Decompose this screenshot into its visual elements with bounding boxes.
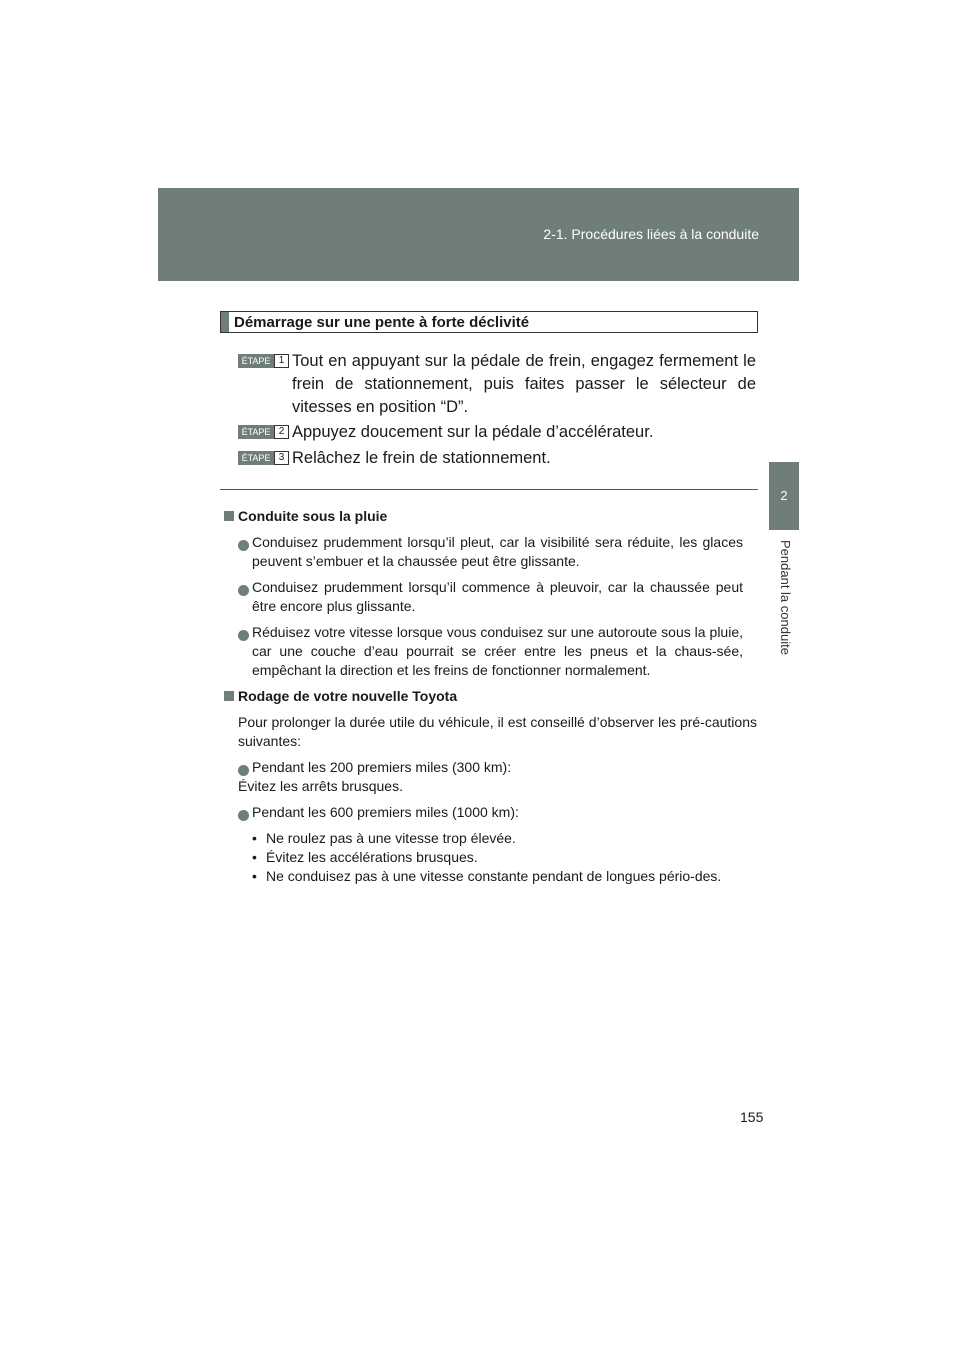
list-item: [238, 758, 743, 796]
list-item: [238, 803, 743, 822]
note-heading-rain: [224, 507, 387, 526]
note-heading-text: Rodage de votre nouvelle Toyota: [238, 688, 458, 704]
page-number: 155: [740, 1109, 764, 1125]
note-intro: Pour prolonger la durée utile du véhicule, il est conseillé d’observer les pré-cautions suivantes:: [238, 714, 757, 749]
sub-bullet-mark: •: [252, 830, 257, 846]
step-badge-number: 1: [274, 354, 289, 368]
step-badge-label: ÉTAPE: [238, 425, 274, 439]
square-bullet-icon: [224, 511, 234, 521]
list-item: [238, 578, 743, 616]
round-bullet-icon: [238, 765, 249, 776]
bullet-text: Pendant les 600 premiers miles (1000 km):: [252, 804, 519, 820]
round-bullet-icon: [238, 585, 249, 596]
list-item: [238, 533, 743, 571]
chapter-label: Pendant la conduite: [778, 540, 793, 655]
bullet-text: Pendant les 200 premiers miles (300 km):: [252, 759, 512, 775]
step-badge: [238, 451, 290, 465]
chapter-section-title: 2-1. Procédures liées à la conduite: [543, 226, 759, 242]
section-heading: [220, 311, 758, 333]
bullet-text: Conduisez prudemment lorsqu’il pleut, car la visibilité sera réduite, les glaces peuvent s’embuer et la chaussée peut être glissante.: [252, 534, 743, 569]
section-divider: [220, 489, 758, 490]
sub-bullet-mark: •: [252, 868, 257, 884]
list-item: [252, 848, 743, 867]
sub-bullet-text: Ne roulez pas à une vitesse trop élevée.: [266, 830, 516, 846]
square-bullet-icon: [224, 691, 234, 701]
sub-bullet-mark: •: [252, 849, 257, 865]
section-heading-text: Démarrage sur une pente à forte déclivité: [234, 314, 530, 331]
step-badge: [238, 354, 290, 368]
step-text: Appuyez doucement sur la pédale d’accélérateur.: [292, 423, 654, 441]
step-text: Tout en appuyant sur la pédale de frein, engagez fermement le frein de stationnement, puis faites passer le sélecteur de vitesses en position “D”.: [292, 352, 756, 416]
bullet-text-continued: Évitez les arrêts brusques.: [238, 778, 403, 794]
step-text: Relâchez le frein de stationnement.: [292, 449, 551, 467]
sub-bullet-text: Ne conduisez pas à une vitesse constante pendant de longues pério-des.: [266, 868, 722, 884]
round-bullet-icon: [238, 540, 249, 551]
note-heading-text: Conduite sous la pluie: [238, 508, 388, 524]
list-item: [252, 867, 743, 886]
list-item: [238, 623, 743, 680]
step-badge-label: ÉTAPE: [238, 451, 274, 465]
round-bullet-icon: [238, 630, 249, 641]
round-bullet-icon: [238, 810, 249, 821]
header-band: [158, 188, 799, 281]
chapter-tab: [769, 462, 799, 530]
sub-bullet-text: Évitez les accélérations brusques.: [266, 849, 478, 865]
note-heading-breakin: [224, 687, 457, 706]
chapter-number: 2: [780, 488, 788, 503]
bullet-text: Réduisez votre vitesse lorsque vous conduisez sur une autoroute sous la pluie, car une couche d’eau pourrait se créer entre les pneus et la chaus-sée, empêchant la direction et les freins de fonctionner normalement.: [252, 624, 743, 678]
heading-accent-bar: [221, 312, 229, 332]
step-badge-number: 2: [274, 425, 289, 439]
step-badge-number: 3: [274, 451, 289, 465]
step-badge-label: ÉTAPE: [238, 354, 274, 368]
bullet-text: Conduisez prudemment lorsqu’il commence à pleuvoir, car la chaussée peut être encore plus glissante.: [252, 579, 743, 614]
step-badge: [238, 425, 290, 439]
list-item: [252, 829, 743, 848]
